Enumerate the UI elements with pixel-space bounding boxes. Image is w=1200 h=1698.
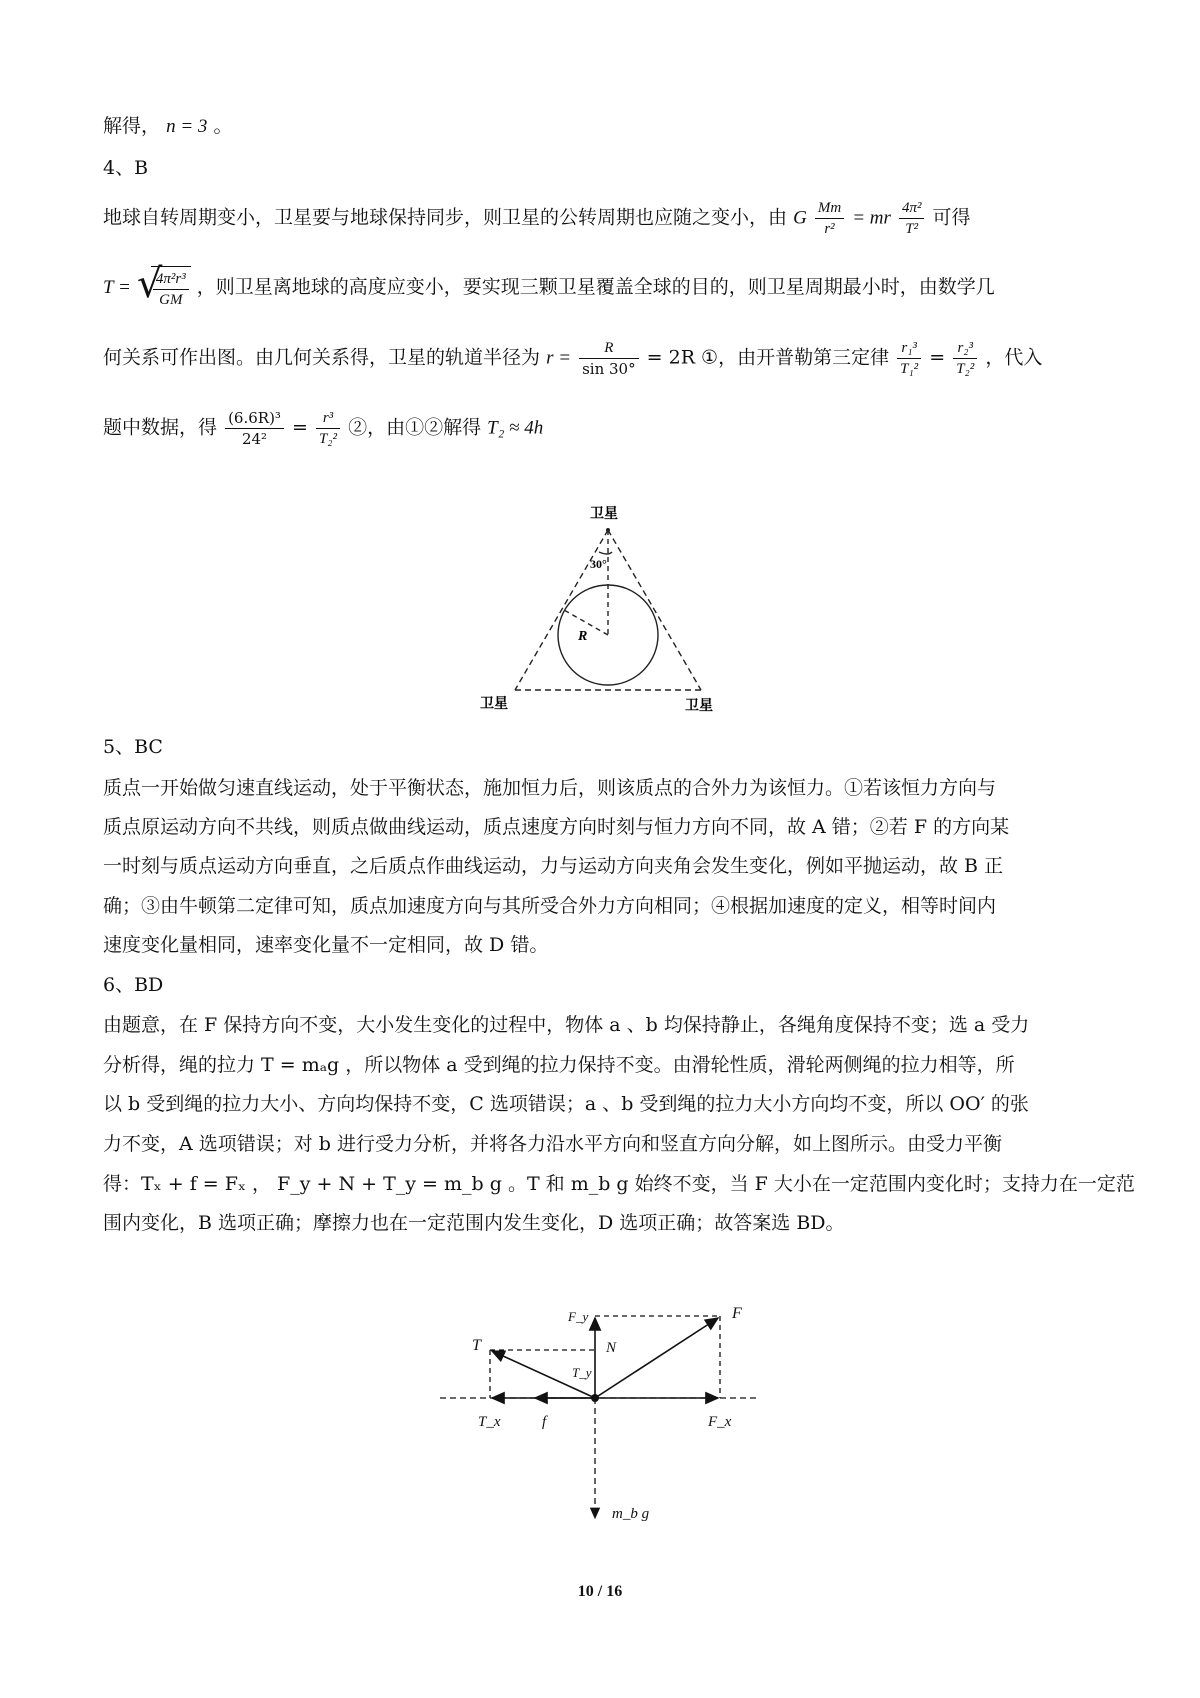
q4-line-2 bbox=[103, 261, 995, 310]
text: ，则卫星离地球的高度应变小，要实现三颗卫星覆盖全球的目的，则卫星周期最小时，由数学几 bbox=[196, 276, 995, 298]
q4-line-4 bbox=[103, 408, 543, 449]
label-F: F bbox=[732, 1305, 742, 1322]
sqrt-icon: √ bbox=[136, 261, 163, 307]
denominator: GM bbox=[159, 292, 183, 308]
label-mbg: m_b g bbox=[612, 1506, 650, 1522]
numerator: 4π² bbox=[899, 198, 925, 219]
math-result: T₂ ≈ 4h bbox=[487, 417, 544, 439]
question-6-heading: 6、BD bbox=[103, 974, 164, 996]
sqrt-expression bbox=[136, 261, 191, 310]
q6-line-3: 以 b 受到绳的拉力大小、方向均保持不变，C 选项错误；a 、b 受到绳的拉力大小方向均不变，所以 OO′ 的张 bbox=[103, 1093, 1029, 1115]
text: 。 bbox=[213, 115, 233, 137]
angle-arc bbox=[599, 552, 612, 554]
q4-line-3 bbox=[103, 338, 1042, 379]
text: ，代入 bbox=[985, 346, 1043, 369]
text: 解得， bbox=[103, 115, 161, 137]
q5-line-4: 确；③由牛顿第二定律可知，质点加速度方向与其所受合外力方向相同；④根据加速度的定义，相等时间内 bbox=[103, 895, 997, 917]
denominator: T₂² bbox=[956, 361, 975, 377]
label-Tx: T_x bbox=[478, 1414, 501, 1430]
denominator: T² bbox=[905, 221, 919, 237]
q6-line-4: 力不变，A 选项错误；对 b 进行受力分析，并将各力沿水平方向和竖直方向分解，如上图所示。由受力平衡 bbox=[103, 1133, 1003, 1155]
text: 何关系可作出图。由几何关系得，卫星的轨道半径为 bbox=[103, 346, 541, 369]
numerator: 4π²r³ bbox=[153, 269, 189, 290]
satellite-label-left: 卫星 bbox=[480, 696, 508, 712]
denominator: T₁² bbox=[900, 361, 919, 377]
angle-label: 30° bbox=[590, 557, 607, 571]
text: 地球自转周期变小，卫星要与地球保持同步，则卫星的公转周期也应随之变小，由 bbox=[103, 206, 788, 229]
label-N: N bbox=[606, 1340, 617, 1356]
numerator: R bbox=[579, 338, 639, 359]
label-Ty: T_y bbox=[572, 1365, 592, 1380]
fraction-4pi2-T2 bbox=[899, 198, 925, 239]
q6-line-1: 由题意，在 F 保持方向不变，大小发生变化的过程中，物体 a 、b 均保持静止，各绳角度保持不变；选 a 受力 bbox=[103, 1014, 1030, 1036]
fraction-66R-24 bbox=[225, 408, 284, 449]
triangle-right-side bbox=[608, 530, 701, 690]
q5-line-1: 质点一开始做匀速直线运动，处于平衡状态，施加恒力后，则该质点的合外力为该恒力。①若该恒力方向与 bbox=[103, 777, 997, 799]
denominator: r² bbox=[824, 221, 835, 237]
object-point bbox=[591, 1394, 599, 1402]
math-result: n = 3 bbox=[166, 116, 208, 137]
satellite-label-right: 卫星 bbox=[685, 698, 713, 714]
text: 题中数据，得 bbox=[103, 416, 218, 439]
label-Fx: F_x bbox=[708, 1414, 732, 1430]
satellite-top-dot bbox=[606, 528, 610, 532]
equals: = bbox=[929, 346, 946, 369]
label-T: T bbox=[472, 1337, 481, 1354]
numerator: (6.6R)³ bbox=[225, 408, 284, 429]
numerator: r₁³ bbox=[897, 338, 921, 359]
math-r: r = bbox=[546, 347, 572, 369]
fraction-R-sin30 bbox=[579, 338, 639, 379]
label-f: f bbox=[542, 1414, 547, 1430]
q5-line-5: 速度变化量相同，速率变化量不一定相同，故 D 错。 bbox=[103, 934, 549, 956]
numerator: r₂³ bbox=[953, 338, 977, 359]
fraction-Mm-r2 bbox=[815, 198, 844, 239]
denominator: sin 30° bbox=[582, 360, 636, 378]
q6-line-5: 得：Tₓ + f = Fₓ ， F_y + N + T_y = m_b g 。T 和 m_b g 始终不变，当 F 大小在一定范围内变化时；支持力在一定范 bbox=[103, 1173, 1135, 1195]
question-5-heading: 5、BC bbox=[103, 736, 163, 758]
fraction-r2-T2 bbox=[953, 338, 977, 379]
triangle-left-side bbox=[515, 530, 608, 690]
text: ②，由①②解得 bbox=[348, 416, 482, 439]
question-4-heading: 4、B bbox=[103, 157, 149, 179]
radius-label: R bbox=[578, 629, 588, 644]
q6-line-6: 围内变化，B 选项正确；摩擦力也在一定范围内发生变化，D 选项正确；故答案选 BD。 bbox=[103, 1212, 845, 1234]
page-number: 10 / 16 bbox=[577, 1583, 623, 1600]
satellite-label-top: 卫星 bbox=[590, 506, 618, 522]
denominator: T₂² bbox=[318, 431, 338, 447]
equals: = bbox=[291, 416, 308, 439]
math-G: G bbox=[793, 207, 807, 229]
math-mr: = mr bbox=[852, 207, 891, 229]
numerator: Mm bbox=[815, 198, 844, 219]
q5-line-3: 一时刻与质点运动方向垂直，之后质点作曲线运动，力与运动方向夹角会发生变化，例如平抛运动，故 B 正 bbox=[103, 855, 1004, 877]
label-Fy: F_y bbox=[568, 1309, 589, 1324]
solution-line bbox=[103, 111, 232, 142]
q5-line-2: 质点原运动方向不共线，则质点做曲线运动，质点速度方向时刻与恒力方向不同，故 A 错；②若 F 的方向某 bbox=[103, 816, 1010, 838]
force-diagram bbox=[430, 1288, 770, 1528]
denominator: 24² bbox=[241, 430, 268, 448]
q6-line-2: 分析得，绳的拉力 T = mₐg ，所以物体 a 受到绳的拉力保持不变。由滑轮性质，滑轮两侧绳的拉力相等，所 bbox=[103, 1054, 1015, 1076]
fraction-r3-T2 bbox=[316, 408, 340, 449]
fraction-r1-T1 bbox=[897, 338, 921, 379]
satellite-triangle-diagram bbox=[460, 500, 720, 720]
math-T: T = bbox=[103, 277, 131, 298]
numerator: r³ bbox=[316, 408, 340, 429]
q4-line-1 bbox=[103, 198, 971, 239]
text: 可得 bbox=[932, 206, 971, 229]
text: = 2R ①，由开普勒第三定律 bbox=[646, 346, 890, 369]
F-arrow bbox=[595, 1318, 718, 1398]
